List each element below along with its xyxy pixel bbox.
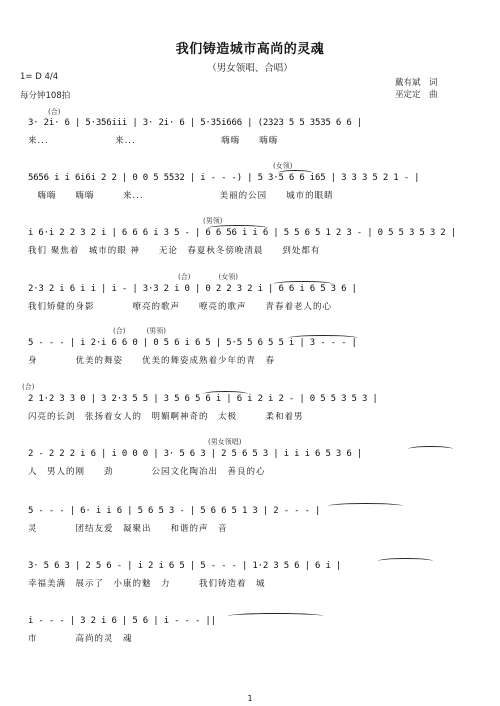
notation-line: 5656 i i 6i6i 2 2 | 0 0 5 5532 | i - - -) | 5 3·5 6 6 i65 | 3 3 3 5 2 1 - |: [28, 173, 420, 183]
notation-line: 2 - 2 2 2 i 6 | i 0 0 0 | 3· 5 6 3 | 2 5 6 5 3 | i i i 6 5 3 6 |: [28, 449, 362, 459]
lyrics-line: 身 优美的舞姿 优美的舞姿成熟着少年的青 春: [28, 356, 276, 366]
lyrics-line: 嗨嗨 嗨嗨 来... 美丽的公园 城市的眼睛: [28, 191, 334, 201]
lyrics-line: 灵 团结友爱 凝聚出 和谐的声 音: [28, 524, 228, 534]
notation-line: 5 - - - | 6· i i 6 | 5 6 5 3 - | 5 6 6 5 1 3 | 2 - - - |: [28, 506, 321, 516]
composer-credit: 巫定定 曲: [395, 90, 438, 100]
part-marking: (女领): [273, 162, 293, 170]
lyrics-line: 市 高尚的灵 魂: [28, 634, 133, 644]
part-marking: (合): [48, 108, 61, 116]
notation-line: 3· 2i· 6 | 5·356iii | 3· 2i· 6 | 5·35i666 | (2323 5 5 3535 6 6 |: [28, 118, 362, 128]
key-signature: 1= D 4/4: [20, 72, 59, 82]
lyrics-line: 闪亮的长剑 张扬着女人的 明媚啊神奇的 太极 柔和着男: [28, 412, 304, 422]
part-marking: (合) (男领): [113, 327, 166, 335]
notation-line: i - - - | 3 2 i 6 | 5 6 | i - - - ||: [28, 616, 216, 626]
notation-line: 2·3 2 i 6 i i | i - | 3·3 2 i 0 | 0 2 2 3 2 i | 6 6 i 6 5 3 6 |: [28, 284, 357, 294]
lyrics-line: 人 男人的刚 劲 公园文化陶冶出 善良的心: [28, 467, 266, 477]
lyricist-credit: 戴有斌 词: [395, 78, 438, 88]
part-marking: (合) (女领): [178, 273, 238, 281]
lyrics-line: 我们矫健的身影 嘹亮的歌声 嘹亮的歌声 青春着老人的心: [28, 302, 333, 312]
notation-line: 3· 5 6 3 | 2 5 6 - | i 2 i 6 5 | 5 - - - | 1·2 3 5 6 | 6 i |: [28, 561, 342, 571]
notation-line: i 6·i 2 2 3 2 i | 6 6 6 i 3 5 - | 6 6 56 i i 6 | 5 5 6 5 1 2 3 - | 0 5 5 3 5 3 2 |: [28, 228, 456, 238]
song-title: 我们铸造城市高尚的灵魂: [175, 42, 325, 57]
notation-line: 5 - - - | i 2·i 6 6 0 | 0 5 6 i 6 5 | 5·5 5 6 5 5 i | 3 - - - |: [28, 338, 357, 348]
lyrics-line: 来... 来... 嗨嗨 嗨嗨: [28, 136, 279, 146]
page-number: 1: [247, 694, 253, 703]
lyrics-line: 幸福美满 展示了 小康的魅 力 我们铸造着 城: [28, 579, 266, 589]
lyrics-line: 我们 聚焦着 城市的眼 神 无论 春夏秋冬傍晚清晨 到处都有: [28, 246, 321, 256]
tempo-marking: 每分钟108拍: [20, 91, 71, 101]
part-marking: (男女领唱): [208, 438, 242, 446]
part-marking: (男领): [203, 217, 223, 225]
notation-line: 2 1·2 3 3 0 | 3 2·3 5 5 | 3 5 6 5 6 i | 6 i 2 i 2 - | 0 5 5 3 5 3 |: [28, 394, 378, 404]
part-marking: (合): [22, 383, 35, 391]
song-subtitle: （男女领唱、合唱）: [207, 63, 293, 74]
